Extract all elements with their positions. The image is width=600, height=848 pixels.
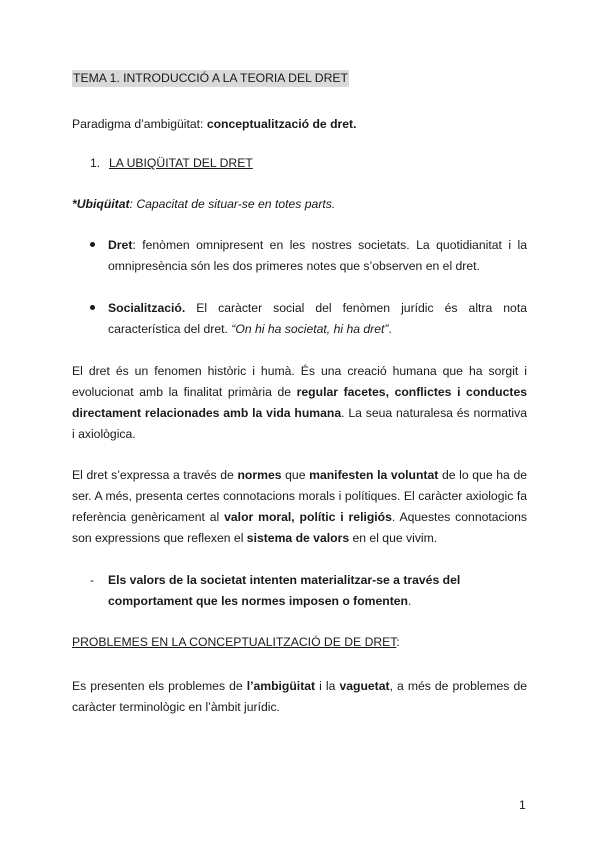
- section-end: :: [396, 635, 400, 649]
- paragraph-bold: manifesten la voluntat: [309, 468, 439, 482]
- paragraph-bold: l’ambigüitat: [246, 679, 316, 693]
- bullet-dot-icon: [90, 242, 95, 247]
- section-heading-problemes: [72, 634, 400, 651]
- paragraph-bold: sistema de valors: [246, 531, 350, 545]
- paragraph-text: . La seua naturalesa és normativa i axiològica.: [72, 406, 527, 441]
- bullet-body: El caràcter social del fenòmen jurídic és altra nota característica del dret.: [108, 301, 527, 336]
- paragraph-problemes: [72, 676, 527, 718]
- paragraph-bold: normes: [237, 468, 282, 482]
- paragraph-text: que: [281, 468, 310, 482]
- definition-text: : Capacitat de situar-se en totes parts.: [129, 197, 336, 211]
- dash-text: [108, 570, 527, 612]
- heading-text: LA UBIQÜITAT DEL DRET: [109, 156, 253, 170]
- bullet-body: : fenòmen omnipresent en les nostres societats. La quotidianitat i la omnipresència són les dos primeres notes que s’observen en el dret.: [108, 238, 527, 273]
- paragraph-bold: regular facetes, conflictes i conductes directament relacionades amb la vida humana: [72, 385, 528, 420]
- paragraph-dret-normes: [72, 465, 527, 549]
- heading-number: 1.: [90, 156, 101, 170]
- section-text: PROBLEMES EN LA CONCEPTUALITZACIÓ DE DE DRET: [72, 635, 397, 649]
- paragraph-text: i la: [315, 679, 340, 693]
- paragraph-text: en el que vivim.: [349, 531, 438, 545]
- paradigm-bold: conceptualització de dret.: [206, 117, 357, 131]
- heading-ubiquitat: [90, 155, 253, 172]
- bullet-item-dret: [90, 235, 527, 277]
- bullet-bold: Dret: [108, 238, 133, 252]
- paradigm-prefix: Paradigma d’ambigüitat:: [72, 117, 207, 131]
- bullet-item-socialitzacio: [90, 298, 527, 340]
- paragraph-bold: valor moral, polític i religiós: [224, 510, 392, 524]
- definition-line: [72, 196, 335, 213]
- dash-item-valors: [90, 570, 527, 612]
- dash-bold: Els valors de la societat intenten materialitzar-se a través del comportament que les normes imposen o fomenten: [108, 573, 461, 608]
- paragraph-text: , a més de problemes de caràcter terminològic en l’àmbit jurídic.: [72, 679, 527, 714]
- document-title: TEMA 1. INTRODUCCIÓ A LA TEORIA DEL DRET: [73, 71, 348, 85]
- paragraph-bold: vaguetat: [339, 679, 390, 693]
- dash-end: .: [408, 594, 412, 608]
- paragraph-text: . Aquestes connotacions son expressions que reflexen el: [72, 510, 528, 545]
- bullet-text: [108, 235, 527, 277]
- paragraph-text: El dret és un fenomen històric i humà. És una creació humana que ha sorgit i evolucionat amb la finalitat primària de: [72, 364, 527, 399]
- dash-mark: -: [90, 573, 95, 587]
- paragraph-text: El dret s’expressa a través de: [72, 468, 238, 482]
- bullet-text: [108, 298, 527, 340]
- definition-term: *Ubiqüitat: [72, 197, 130, 211]
- bullet-bold: Socialització.: [108, 301, 186, 315]
- paradigm-line: [72, 116, 356, 133]
- page-number: 1: [519, 798, 526, 812]
- paragraph-text: Es presenten els problemes de: [72, 679, 247, 693]
- paragraph-dret-fenomen: [72, 361, 527, 445]
- bullet-quote: “On hi ha societat, hi ha dret”: [231, 322, 389, 336]
- bullet-end: .: [388, 322, 392, 336]
- paragraph-text: de lo que ha de ser. A més, presenta certes connotacions morals i polítiques. El caràcter axiologic fa referència genèricament al: [72, 468, 528, 524]
- bullet-dot-icon: [90, 305, 95, 310]
